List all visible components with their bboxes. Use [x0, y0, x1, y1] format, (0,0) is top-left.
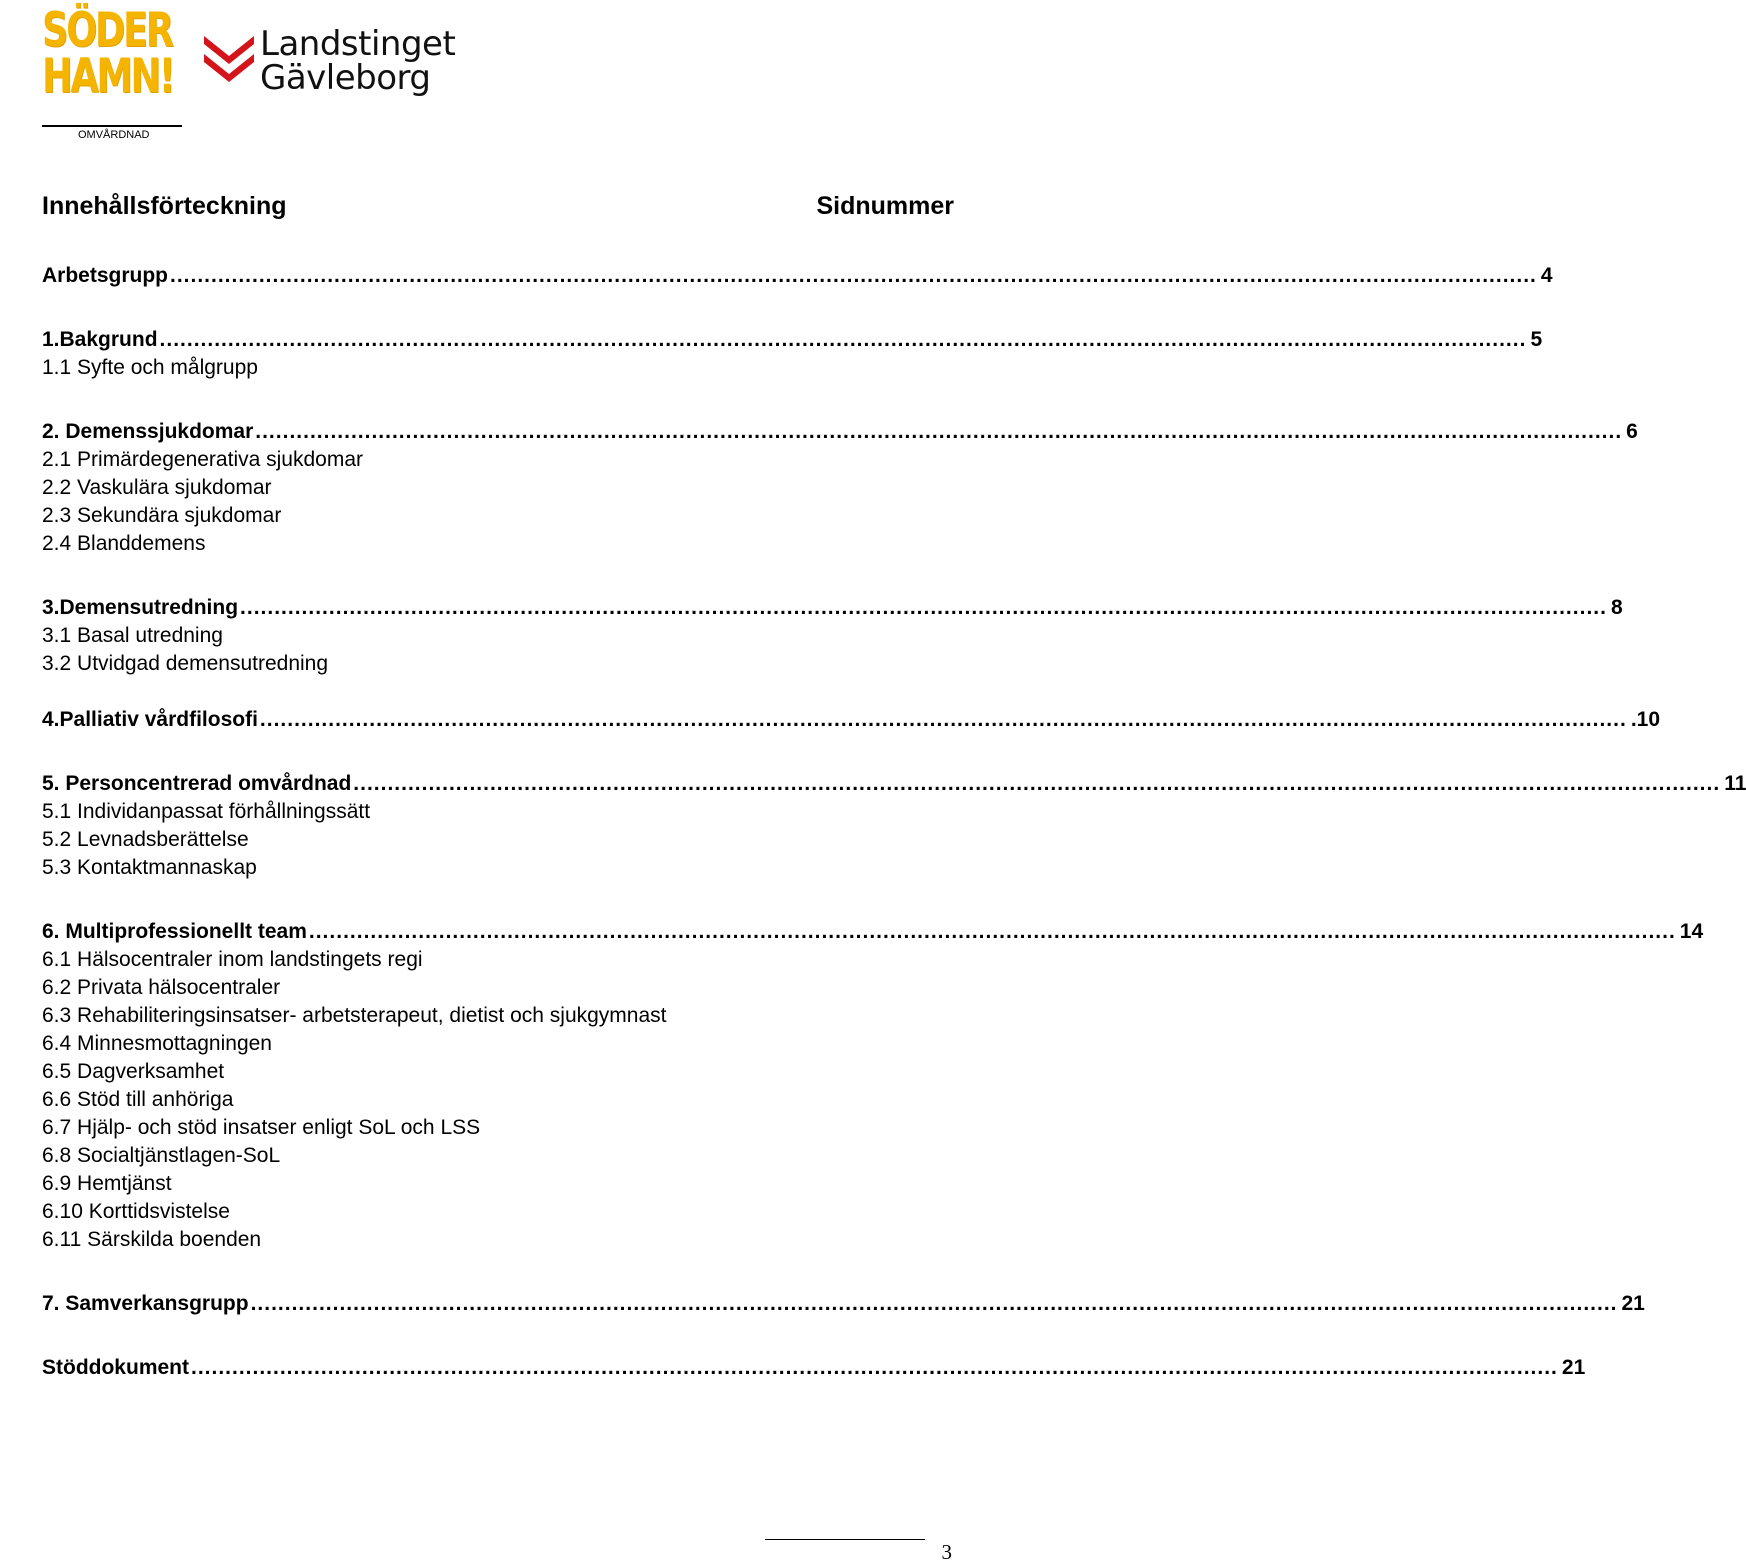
toc-entry-title: 3.2 Utvidgad demensutredning: [42, 652, 329, 675]
toc-entry-title: 1.1 Syfte och målgrupp: [42, 356, 258, 379]
toc-entry-title: 3.Demensutredning: [42, 594, 240, 622]
toc-subentry[interactable]: [42, 530, 960, 558]
page-number: 3: [941, 1540, 952, 1564]
toc-header: [42, 192, 954, 226]
toc-entry-page: 21: [1618, 1290, 1645, 1318]
toc-entry[interactable]: [42, 594, 1623, 622]
toc-entry-title: 2. Demenssjukdomar: [42, 418, 255, 446]
toc-entry-page: 5: [1526, 326, 1542, 354]
logo-rule: [42, 125, 182, 127]
toc-entry-title: Stöddokument: [42, 1354, 191, 1382]
toc-entry-title: 7. Samverkansgrupp: [42, 1290, 251, 1318]
toc-subentry[interactable]: [42, 474, 960, 502]
toc-entry-page: 11: [1720, 770, 1746, 798]
toc-entry[interactable]: [42, 706, 1661, 734]
toc-entry-title: 5. Personcentrerad omvårdnad: [42, 770, 353, 798]
toc-entry-title: 6.10 Korttidsvistelse: [42, 1200, 230, 1223]
toc-title: Innehållsförteckning: [42, 192, 287, 220]
logo-name-line-2: Gävleborg: [260, 58, 431, 98]
footer-rule: [765, 1539, 925, 1540]
logo-name-line-1: Landstinget: [260, 24, 456, 64]
toc-subentry[interactable]: [42, 1086, 960, 1114]
toc-subentry[interactable]: [42, 946, 960, 974]
toc-subentry[interactable]: [42, 354, 960, 382]
toc-subentry[interactable]: [42, 854, 960, 882]
toc-entry-title: 5.2 Levnadsberättelse: [42, 828, 249, 851]
toc-entry-page: 8: [1607, 594, 1623, 622]
dot-leader: ........................................................................................................................................................................................................: [259, 708, 1627, 731]
logo-subtitle: OMVÅRDNAD: [78, 129, 150, 141]
landstinget-logo: [202, 22, 462, 102]
toc-entry-title: 1.Bakgrund: [42, 326, 160, 354]
toc-subentry[interactable]: [42, 650, 960, 678]
toc-subentry[interactable]: [42, 826, 960, 854]
toc-entry-title: 2.1 Primärdegenerativa sjukdomar: [42, 448, 363, 471]
toc-entry[interactable]: [42, 1290, 1645, 1318]
toc-entry-page: 14: [1676, 918, 1703, 946]
toc-entry-title: 6.3 Rehabiliteringsinsatser- arbetsterapeut, dietist och sjukgymnast: [42, 1004, 667, 1027]
toc-subentry[interactable]: [42, 974, 960, 1002]
toc-entry-title: 6. Multiprofessionellt team: [42, 918, 309, 946]
toc-subentry[interactable]: [42, 1002, 960, 1030]
toc-entry-page: .10: [1627, 706, 1660, 734]
dot-leader: ........................................................................................................................................................................................................: [250, 1292, 1618, 1315]
toc-subentry[interactable]: [42, 1114, 960, 1142]
toc-subentry[interactable]: [42, 1058, 960, 1086]
dot-leader: ........................................................................................................................................................................................................: [159, 328, 1527, 351]
soderhamn-logo: [42, 3, 184, 142]
dot-leader: ........................................................................................................................................................................................................: [240, 596, 1607, 619]
toc-subentry[interactable]: [42, 798, 960, 826]
toc-entry[interactable]: [42, 918, 1704, 946]
toc-entry-title: 6.1 Hälsocentraler inom landstingets regi: [42, 948, 423, 971]
dot-leader: ........................................................................................................................................................................................................: [170, 264, 1537, 287]
toc-entry-title: 3.1 Basal utredning: [42, 624, 223, 647]
toc-entry-title: 2.3 Sekundära sjukdomar: [42, 504, 282, 527]
toc-entry-title: 6.2 Privata hälsocentraler: [42, 976, 281, 999]
toc-entry-title: 4.Palliativ vårdfilosofi: [42, 706, 260, 734]
toc-subentry[interactable]: [42, 446, 960, 474]
toc-subentry[interactable]: [42, 1142, 960, 1170]
toc-entry-title: 6.11 Särskilda boenden: [42, 1228, 262, 1251]
toc-entry-title: 6.8 Socialtjänstlagen-SoL: [42, 1144, 281, 1167]
toc-subentry[interactable]: [42, 502, 960, 530]
toc-entry[interactable]: [42, 326, 1543, 354]
landstinget-mark-icon: [202, 30, 256, 90]
toc-entry-title: 6.4 Minnesmottagningen: [42, 1032, 272, 1055]
toc-entry-page: 6: [1622, 418, 1638, 446]
toc-entry[interactable]: [42, 418, 1638, 446]
logo-line-1: SÖDER: [42, 3, 172, 58]
toc-subentry[interactable]: [42, 1198, 960, 1226]
toc-entry-title: 2.4 Blanddemens: [42, 532, 206, 555]
toc-entry-title: 6.9 Hemtjänst: [42, 1172, 172, 1195]
toc-subentry[interactable]: [42, 1226, 960, 1254]
toc-entry-page: 21: [1558, 1354, 1585, 1382]
dot-leader: ........................................................................................................................................................................................................: [353, 772, 1721, 795]
toc-entry-title: 5.1 Individanpassat förhållningssätt: [42, 800, 371, 823]
logo-line-2: HAMN!: [42, 49, 174, 104]
toc-entry-title: 2.2 Vaskulära sjukdomar: [42, 476, 272, 499]
toc-entry-title: 5.3 Kontaktmannaskap: [42, 856, 257, 879]
dot-leader: ........................................................................................................................................................................................................: [308, 920, 1676, 943]
toc-subentry[interactable]: [42, 1030, 960, 1058]
toc-subentry[interactable]: [42, 1170, 960, 1198]
toc-entry-title: 6.5 Dagverksamhet: [42, 1060, 225, 1083]
toc-entry-title: Arbetsgrupp: [42, 262, 170, 290]
toc-entry[interactable]: [42, 1354, 1586, 1382]
toc-subentry[interactable]: [42, 622, 960, 650]
toc-entry[interactable]: [42, 770, 1746, 798]
toc-entry-page: 4: [1537, 262, 1553, 290]
dot-leader: ........................................................................................................................................................................................................: [255, 420, 1623, 443]
dot-leader: ........................................................................................................................................................................................................: [191, 1356, 1558, 1379]
toc-entry-title: 6.7 Hjälp- och stöd insatser enligt SoL och LSS: [42, 1116, 481, 1139]
toc-entry[interactable]: [42, 262, 1553, 290]
page-number-heading: Sidnummer: [816, 192, 954, 220]
toc-entry-title: 6.6 Stöd till anhöriga: [42, 1088, 234, 1111]
